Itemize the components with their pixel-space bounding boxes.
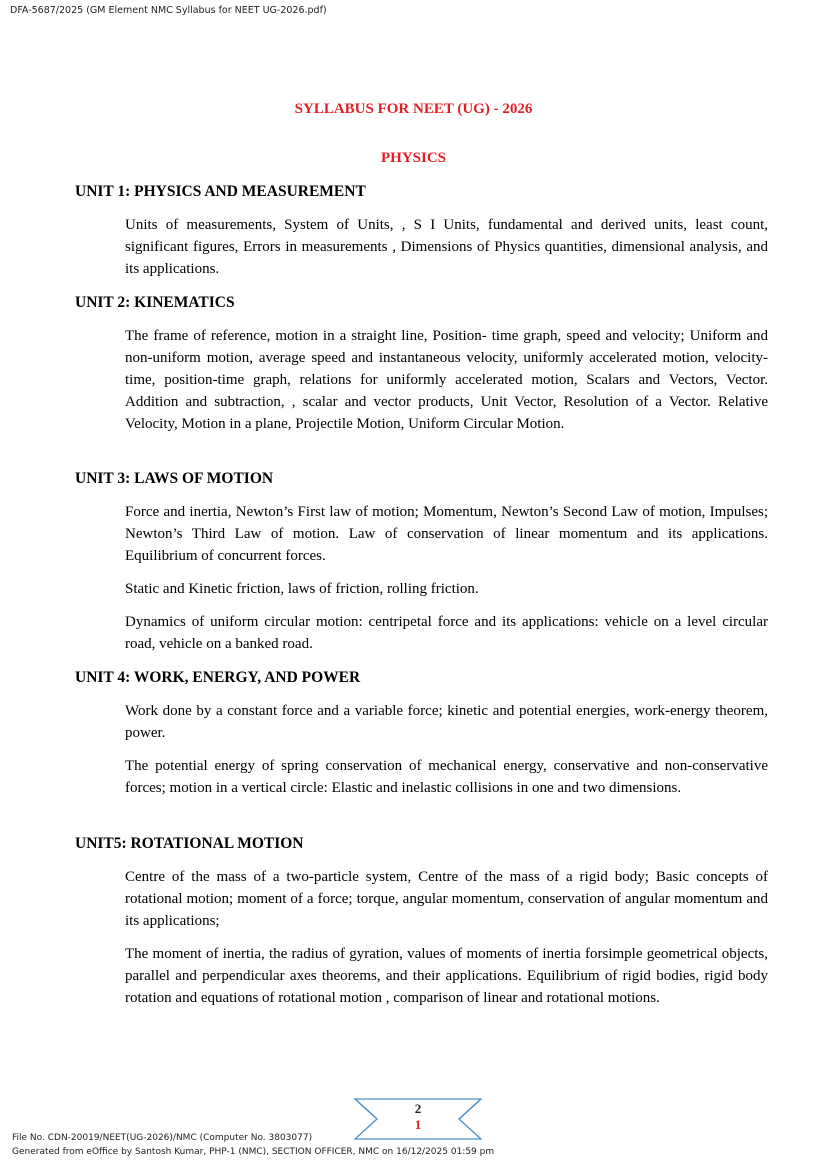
unit-2-paragraph-1: The frame of reference, motion in a straight line, Position- time graph, speed and velocity; Uniform and non-uniform motion, average speed and instantaneous velocity, uniformly accelerated motion, velocity-time, position-time graph, relations for uniformly accelerated motion, Scalars and Vectors, Vector. Addition and subtraction, , scalar and vector products, Unit Vector, Resolution of a Vector. Relative Velocity, Motion in a plane, Projectile Motion, Uniform Circular Motion.: [125, 328, 768, 432]
footer-file-number: File No. CDN-20019/NEET(UG-2026)/NMC (Computer No. 3803077): [12, 1133, 313, 1143]
footer-generated-note: Generated from eOffice by Santosh Kumar, PHP-1 (NMC), SECTION OFFICER, NMC on 16/12/2025 01:59 pm: [12, 1147, 495, 1157]
document-title: SYLLABUS FOR NEET (UG) - 2026: [294, 101, 533, 117]
unit-4-paragraph-2: The potential energy of spring conservation of mechanical energy, conservative and non-conservative forces; motion in a vertical circle: Elastic and inelastic collisions in one and two dimensions.: [125, 758, 768, 796]
unit-3-paragraph-3: Dynamics of uniform circular motion: centripetal force and its applications: vehicle on a level circular road, vehicle on a banked road.: [125, 614, 768, 652]
unit-1-heading: UNIT 1: PHYSICS AND MEASUREMENT: [75, 183, 366, 200]
unit-4-heading: UNIT 4: WORK, ENERGY, AND POWER: [75, 669, 361, 686]
unit-5-paragraph-1: Centre of the mass of a two-particle system, Centre of the mass of a rigid body; Basic concepts of rotational motion; moment of a force; torque, angular momentum, conservation of angular momentum and its applications;: [125, 869, 768, 929]
subject-title: PHYSICS: [380, 150, 447, 166]
page-number-badge: [354, 1097, 482, 1141]
printed-page-number: 2: [414, 1101, 422, 1116]
unit-3-paragraph-1: Force and inertia, Newton’s First law of motion; Momentum, Newton’s Second Law of motion, Impulses; Newton’s Third Law of motion. Law of conservation of linear momentum and its applications. Equilibrium of concurrent forces.: [125, 504, 768, 564]
unit-2-heading: UNIT 2: KINEMATICS: [75, 294, 235, 311]
unit-5-paragraph-2: The moment of inertia, the radius of gyration, values of moments of inertia forsimple geometrical objects, parallel and perpendicular axes theorems, and their applications. Equilibrium of rigid bodies, rigid body rotation and equations of rotational motion , comparison of linear and rotational motions.: [125, 946, 768, 1006]
unit-1-paragraph-1: Units of measurements, System of Units, , S I Units, fundamental and derived units, least count, significant figures, Errors in measurements , Dimensions of Physics quantities, dimensional analysis, and its applications.: [125, 217, 768, 277]
document-header-line: DFA-5687/2025 (GM Element NMC Syllabus for NEET UG-2026.pdf): [10, 5, 327, 16]
unit-4-paragraph-1: Work done by a constant force and a variable force; kinetic and potential energies, work-energy theorem, power.: [125, 703, 768, 741]
unit-3-heading: UNIT 3: LAWS OF MOTION: [75, 470, 274, 487]
unit-3-paragraph-2: Static and Kinetic friction, laws of friction, rolling friction.: [125, 581, 479, 597]
unit-5-heading: UNIT5: ROTATIONAL MOTION: [75, 835, 304, 852]
page-number: 1: [414, 1117, 422, 1132]
